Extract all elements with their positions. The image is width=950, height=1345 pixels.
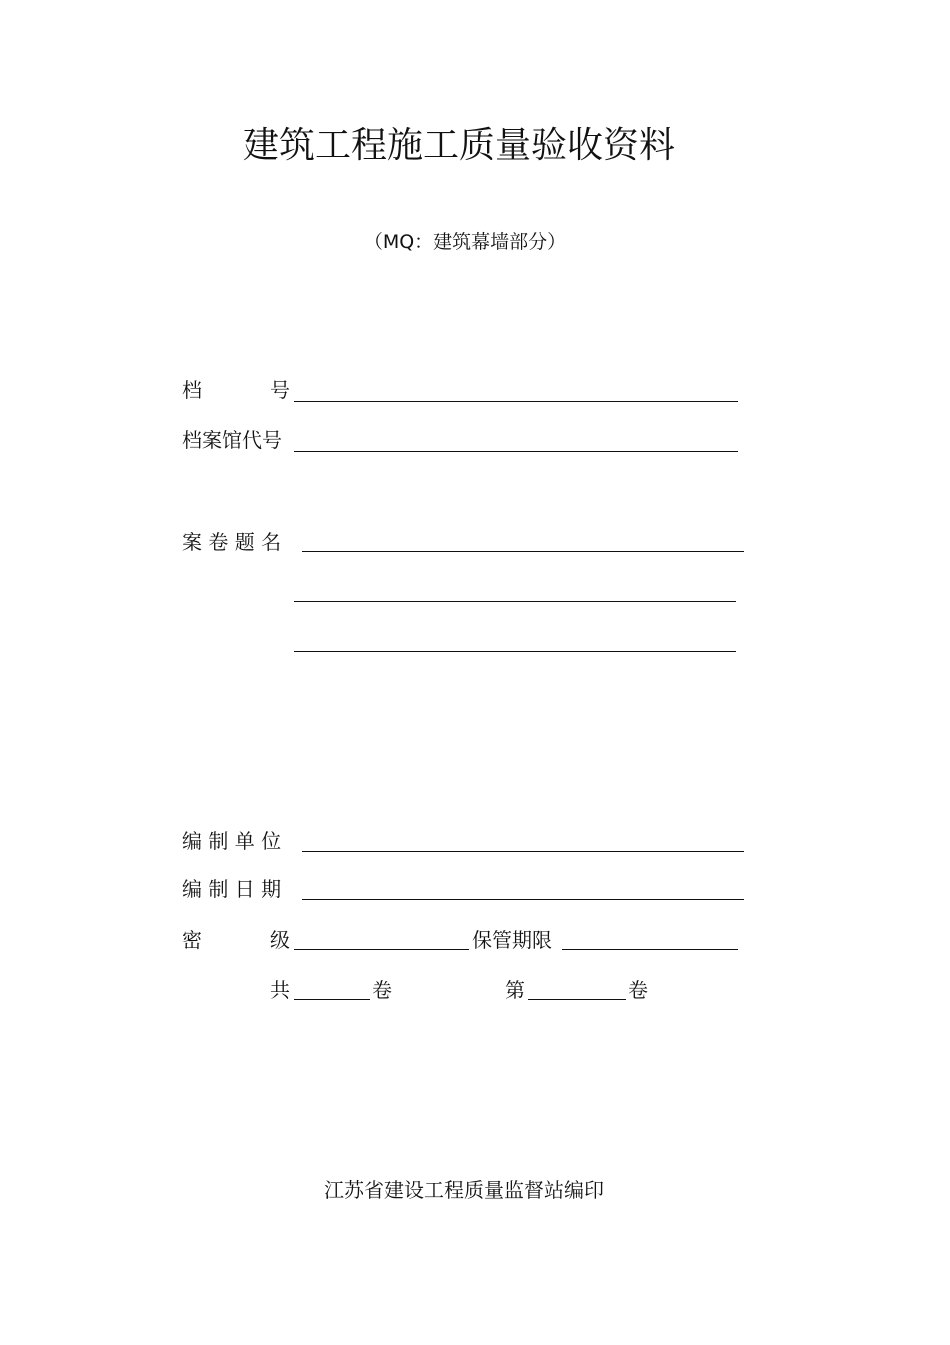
archive-code-label: 档案馆代号 — [182, 428, 282, 452]
archive-code-field-line[interactable] — [294, 451, 738, 452]
compiler-unit-label: 编 制 单 位 — [182, 829, 282, 853]
compile-date-field-line[interactable] — [302, 899, 744, 900]
page-subtitle: （MQ：建筑幕墙部分） — [363, 231, 567, 253]
archive-no-field-line[interactable] — [294, 401, 738, 402]
volume-title-field-line-2[interactable] — [294, 601, 736, 602]
volume-title-field-line-3[interactable] — [294, 651, 736, 652]
volume-title-field-line-1[interactable] — [302, 551, 744, 552]
publisher-footer: 江苏省建设工程质量监督站编印 — [324, 1178, 604, 1202]
page-title: 建筑工程施工质量验收资料 — [242, 125, 675, 166]
volume-total-field-line[interactable] — [294, 999, 370, 1000]
compile-date-label: 编 制 日 期 — [182, 877, 282, 901]
secret-level-label-char-1: 密 — [182, 928, 202, 952]
volume-no-suffix: 卷 — [628, 978, 648, 1002]
retention-period-field-line[interactable] — [562, 949, 738, 950]
retention-period-label: 保管期限 — [472, 928, 552, 952]
compiler-unit-field-line[interactable] — [302, 851, 744, 852]
archive-no-label-char-2: 号 — [270, 378, 290, 402]
volume-total-prefix: 共 — [270, 978, 290, 1002]
volume-title-label: 案 卷 题 名 — [182, 530, 282, 554]
archive-no-label-char-1: 档 — [182, 378, 202, 402]
secret-level-label-char-2: 级 — [270, 928, 290, 952]
secret-level-field-line[interactable] — [294, 949, 469, 950]
volume-no-prefix: 第 — [505, 978, 525, 1002]
volume-no-field-line[interactable] — [528, 999, 626, 1000]
volume-total-suffix: 卷 — [372, 978, 392, 1002]
